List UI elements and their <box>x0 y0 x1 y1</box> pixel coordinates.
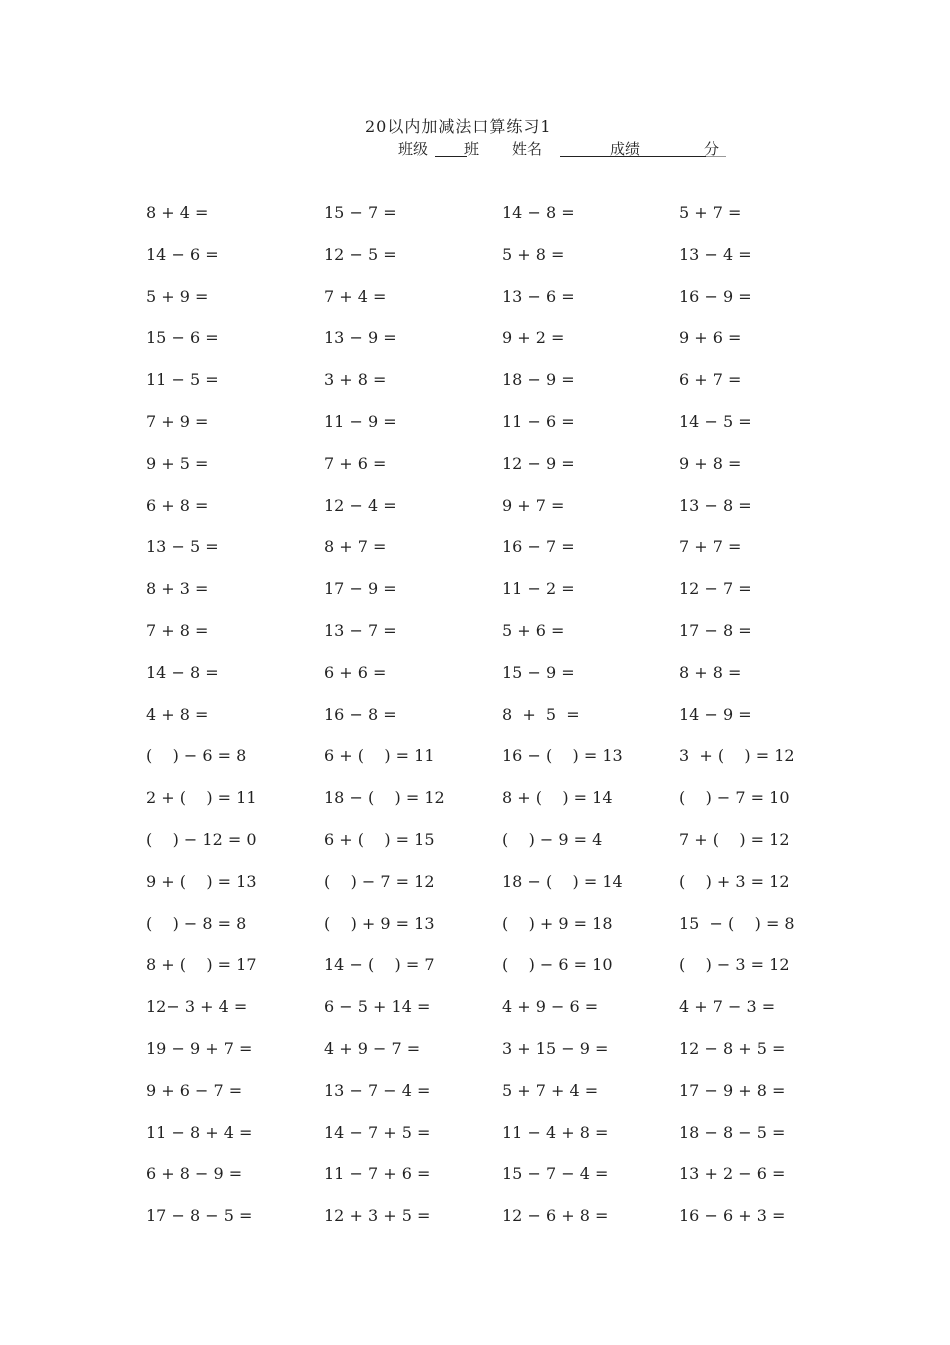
problem-row <box>146 746 866 788</box>
problem-item: 12 − 7 = <box>679 579 752 599</box>
problem-item: 8 + 5 = <box>502 704 580 724</box>
class-suffix: 班 <box>464 140 480 158</box>
problem-item: 15 − ( ) = 8 <box>679 913 795 933</box>
problem-item: 9 + ( ) = 13 <box>146 871 257 891</box>
problem-item: 15 − 7 = <box>324 203 397 222</box>
problem-item: 5 + 8 = <box>502 244 565 264</box>
problem-row <box>146 705 866 747</box>
problem-item: 5 + 9 = <box>146 286 209 306</box>
problem-row <box>146 1123 866 1165</box>
problem-row <box>146 663 866 705</box>
problem-item: 9 + 5 = <box>146 453 209 473</box>
problem-item: 5 + 6 = <box>502 620 565 640</box>
problem-item: 5 + 7 + 4 = <box>502 1080 599 1100</box>
problem-item: 13 − 8 = <box>679 495 752 515</box>
problem-row <box>146 1081 866 1123</box>
problem-item: 4 + 7 − 3 = <box>679 997 776 1017</box>
problem-item: 18 − 9 = <box>502 370 575 390</box>
problem-item: 19 − 9 + 7 = <box>146 1038 253 1058</box>
problem-item: 8 + 8 = <box>679 662 742 682</box>
problem-item: 17 − 9 = <box>324 579 397 599</box>
problem-row <box>146 328 866 370</box>
problem-item: 17 − 8 = <box>679 620 752 640</box>
problem-row <box>146 412 866 454</box>
problem-item: 11 − 8 + 4 = <box>146 1122 253 1142</box>
problem-item: 2 + ( ) = 11 <box>146 788 257 808</box>
problem-item: 4 + 8 = <box>146 704 209 724</box>
problem-row <box>146 788 866 830</box>
problem-item: 16 − 8 = <box>324 704 397 724</box>
problem-item: 18 − ( ) = 12 <box>324 788 445 808</box>
problem-item: ( ) − 7 = 12 <box>324 871 435 891</box>
problem-grid <box>146 203 866 1248</box>
problem-item: 9 + 6 = <box>679 328 742 348</box>
problem-item: 14 − 7 + 5 = <box>324 1122 431 1142</box>
problem-item: 3 + 8 = <box>324 370 387 390</box>
problem-item: 6 + ( ) = 11 <box>324 746 435 766</box>
class-blank[interactable] <box>435 156 467 157</box>
problem-item: ( ) − 9 = 4 <box>502 829 603 849</box>
problem-item: 6 + ( ) = 15 <box>324 829 435 849</box>
score-label: 成绩 <box>610 140 641 158</box>
problem-item: 16 − 9 = <box>679 286 752 306</box>
problem-item: 15 − 9 = <box>502 662 575 682</box>
problem-item: ( ) + 3 = 12 <box>679 871 790 891</box>
problem-item: 11 − 4 + 8 = <box>502 1122 609 1142</box>
problem-item: 14 − 9 = <box>679 704 752 724</box>
problem-item: 12 − 5 = <box>324 244 397 264</box>
problem-item: 11 − 5 = <box>146 370 219 390</box>
problem-item: 11 − 9 = <box>324 411 397 431</box>
problem-item: 13 + 2 − 6 = <box>679 1164 786 1184</box>
name-label: 姓名 <box>512 140 543 158</box>
problem-item: 16 − 6 + 3 = <box>679 1206 786 1226</box>
problem-item: 11 − 2 = <box>502 579 575 599</box>
problem-row <box>146 370 866 412</box>
problem-item: 6 + 8 − 9 = <box>146 1164 243 1184</box>
problem-item: 12 − 4 = <box>324 495 397 515</box>
problem-item: 13 − 5 = <box>146 537 219 557</box>
problem-item: 4 + 9 − 6 = <box>502 997 599 1017</box>
problem-item: 13 − 6 = <box>502 286 575 306</box>
problem-item: 13 − 7 = <box>324 620 397 640</box>
problem-item: 13 − 7 − 4 = <box>324 1080 431 1100</box>
problem-row <box>146 1039 866 1081</box>
problem-item: 7 + 8 = <box>146 620 209 640</box>
problem-item: 14 − 8 = <box>502 203 575 222</box>
problem-item: 6 + 7 = <box>679 370 742 390</box>
problem-item: 8 + 3 = <box>146 579 209 599</box>
worksheet-title: 20以内加减法口算练习1 <box>365 117 552 136</box>
problem-item: 8 + 4 = <box>146 203 209 222</box>
problem-item: 4 + 9 − 7 = <box>324 1038 421 1058</box>
problem-item: 3 + ( ) = 12 <box>679 746 795 766</box>
problem-row <box>146 872 866 914</box>
score-blank[interactable] <box>706 156 726 157</box>
problem-row <box>146 579 866 621</box>
problem-item: ( ) − 12 = 0 <box>146 829 257 849</box>
problem-item: 17 − 9 + 8 = <box>679 1080 786 1100</box>
problem-item: ( ) − 7 = 10 <box>679 788 790 808</box>
problem-item: 12 − 9 = <box>502 453 575 473</box>
problem-row <box>146 830 866 872</box>
problem-item: 14 − 6 = <box>146 244 219 264</box>
problem-item: 3 + 15 − 9 = <box>502 1038 609 1058</box>
problem-item: 8 + ( ) = 14 <box>502 788 613 808</box>
problem-item: 7 + ( ) = 12 <box>679 829 790 849</box>
problem-item: 11 − 7 + 6 = <box>324 1164 431 1184</box>
problem-item: 13 − 4 = <box>679 244 752 264</box>
problem-item: ( ) − 8 = 8 <box>146 913 247 933</box>
problem-item: ( ) + 9 = 13 <box>324 913 435 933</box>
problem-item: 9 + 2 = <box>502 328 565 348</box>
problem-item: 6 + 6 = <box>324 662 387 682</box>
problem-item: 12 + 3 + 5 = <box>324 1206 431 1226</box>
problem-item: 6 + 8 = <box>146 495 209 515</box>
problem-row <box>146 1164 866 1206</box>
problem-item: 12− 3 + 4 = <box>146 997 248 1017</box>
problem-item: 9 + 7 = <box>502 495 565 515</box>
problem-item: 15 − 6 = <box>146 328 219 348</box>
problem-row <box>146 537 866 579</box>
problem-item: 6 − 5 + 14 = <box>324 997 431 1017</box>
problem-item: ( ) − 3 = 12 <box>679 955 790 975</box>
problem-item: 7 + 7 = <box>679 537 742 557</box>
problem-item: ( ) − 6 = 10 <box>502 955 613 975</box>
problem-item: 7 + 9 = <box>146 411 209 431</box>
problem-row <box>146 955 866 997</box>
problem-item: 8 + ( ) = 17 <box>146 955 257 975</box>
class-label: 班级 <box>398 140 429 158</box>
problem-item: 16 − 7 = <box>502 537 575 557</box>
problem-item: 7 + 6 = <box>324 453 387 473</box>
problem-item: 9 + 8 = <box>679 453 742 473</box>
problem-item: 14 − 5 = <box>679 411 752 431</box>
problem-row <box>146 621 866 663</box>
problem-item: 14 − 8 = <box>146 662 219 682</box>
problem-item: 16 − ( ) = 13 <box>502 746 623 766</box>
problem-item: 8 + 7 = <box>324 537 387 557</box>
problem-row <box>146 914 866 956</box>
problem-row <box>146 454 866 496</box>
problem-item: ( ) − 6 = 8 <box>146 746 247 766</box>
problem-item: 15 − 7 − 4 = <box>502 1164 609 1184</box>
problem-row <box>146 287 866 329</box>
problem-item: 9 + 6 − 7 = <box>146 1080 243 1100</box>
problem-row <box>146 203 866 245</box>
problem-item: 18 − 8 − 5 = <box>679 1122 786 1142</box>
problem-row <box>146 997 866 1039</box>
score-suffix: 分 <box>704 140 720 158</box>
problem-item: 12 − 6 + 8 = <box>502 1206 609 1226</box>
problem-item: ( ) + 9 = 18 <box>502 913 613 933</box>
problem-item: 5 + 7 = <box>679 203 742 222</box>
problem-item: 11 − 6 = <box>502 411 575 431</box>
problem-row <box>146 245 866 287</box>
problem-item: 14 − ( ) = 7 <box>324 955 435 975</box>
problem-item: 17 − 8 − 5 = <box>146 1206 253 1226</box>
problem-row <box>146 496 866 538</box>
problem-item: 12 − 8 + 5 = <box>679 1038 786 1058</box>
problem-item: 7 + 4 = <box>324 286 387 306</box>
problem-item: 18 − ( ) = 14 <box>502 871 623 891</box>
problem-item: 13 − 9 = <box>324 328 397 348</box>
problem-row <box>146 1206 866 1248</box>
